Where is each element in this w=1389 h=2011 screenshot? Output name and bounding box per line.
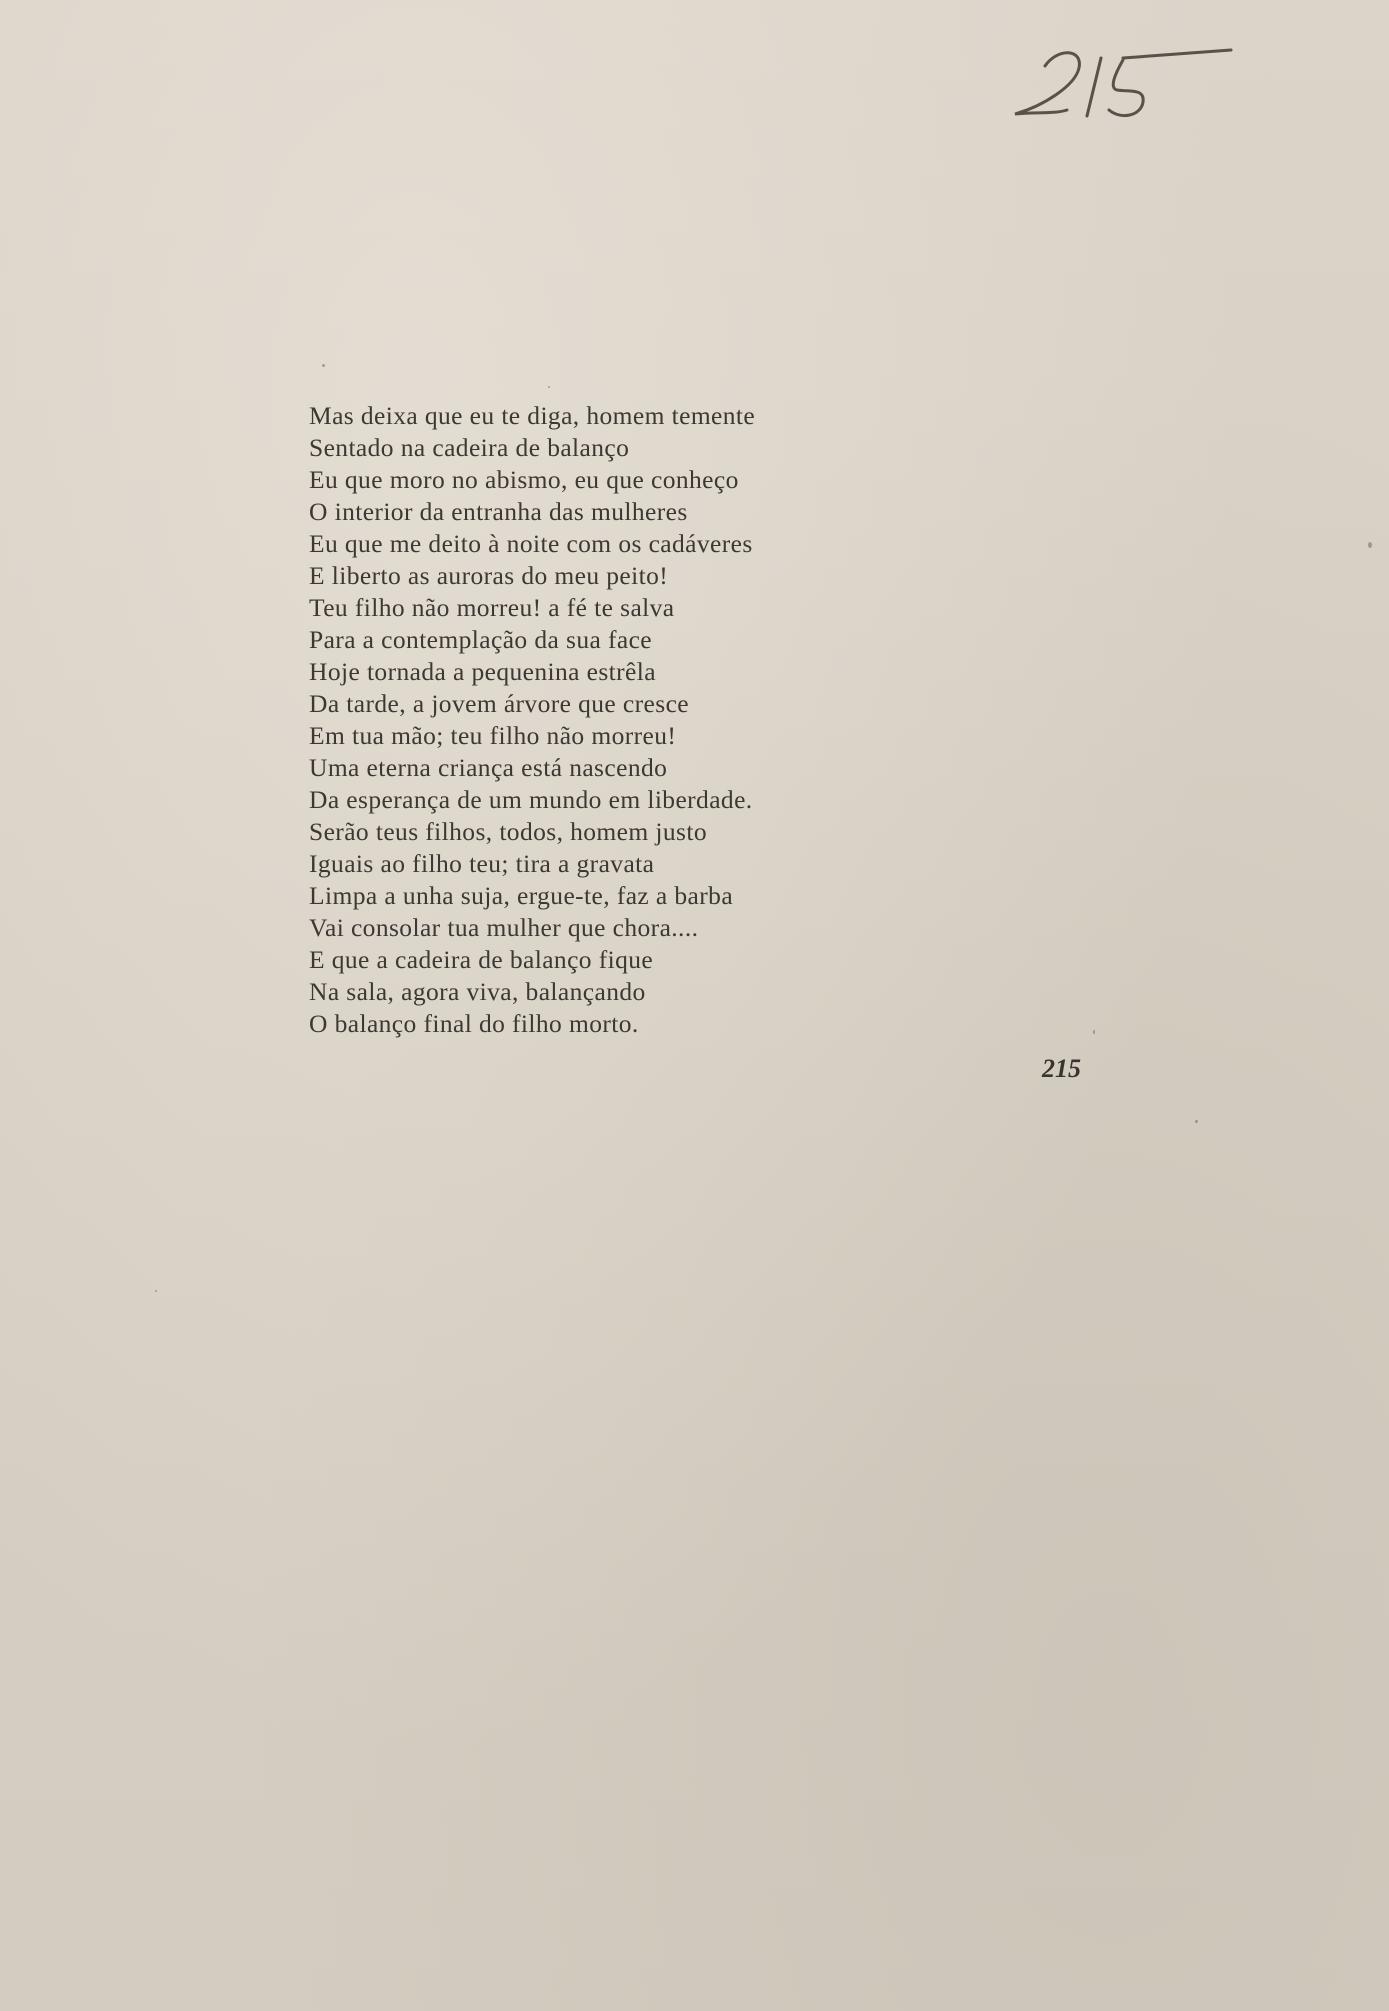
poem-line: Da tarde, a jovem árvore que cresce: [309, 689, 690, 718]
paper-speck: [1093, 1030, 1095, 1034]
poem-line: Eu que moro no abismo, eu que conheço: [309, 465, 739, 494]
paper-speck: [1195, 1120, 1198, 1123]
paper-speck: [1368, 542, 1372, 548]
poem-line: Teu filho não morreu! a fé te salva: [309, 593, 675, 622]
poem-line: Na sala, agora viva, balançando: [309, 977, 646, 1006]
page-number: 215: [1042, 1054, 1081, 1083]
paper-speck: [548, 386, 550, 388]
poem-line: Limpa a unha suja, ergue-te, faz a barba: [309, 881, 734, 910]
poem-line: O interior da entranha das mulheres: [309, 497, 688, 526]
paper-speck: [322, 364, 325, 367]
poem: [309, 400, 959, 1040]
poem-line: Serão teus filhos, todos, homem justo: [309, 817, 707, 846]
paper-speck: [155, 1290, 157, 1292]
poem-line: Eu que me deito à noite com os cadáveres: [309, 529, 753, 558]
poem-line: Da esperança de um mundo em liberdade.: [309, 785, 753, 814]
poem-line: Em tua mão; teu filho não morreu!: [309, 721, 677, 750]
poem-line: Sentado na cadeira de balanço: [309, 433, 630, 462]
poem-line: Iguais ao filho teu; tira a gravata: [309, 849, 655, 878]
poem-line: E que a cadeira de balanço fique: [309, 945, 654, 974]
poem-line: Para a contemplação da sua face: [309, 625, 653, 654]
poem-line: O balanço final do filho morto.: [309, 1009, 639, 1038]
poem-line: E liberto as auroras do meu peito!: [309, 561, 669, 590]
poem-line: Uma eterna criança está nascendo: [309, 753, 668, 782]
poem-line: Hoje tornada a pequenina estrêla: [309, 657, 656, 686]
poem-line: Vai consolar tua mulher que chora....: [309, 913, 699, 942]
poem-line: Mas deixa que eu te diga, homem temente: [309, 401, 756, 430]
handwritten-page-mark: [1005, 38, 1235, 128]
